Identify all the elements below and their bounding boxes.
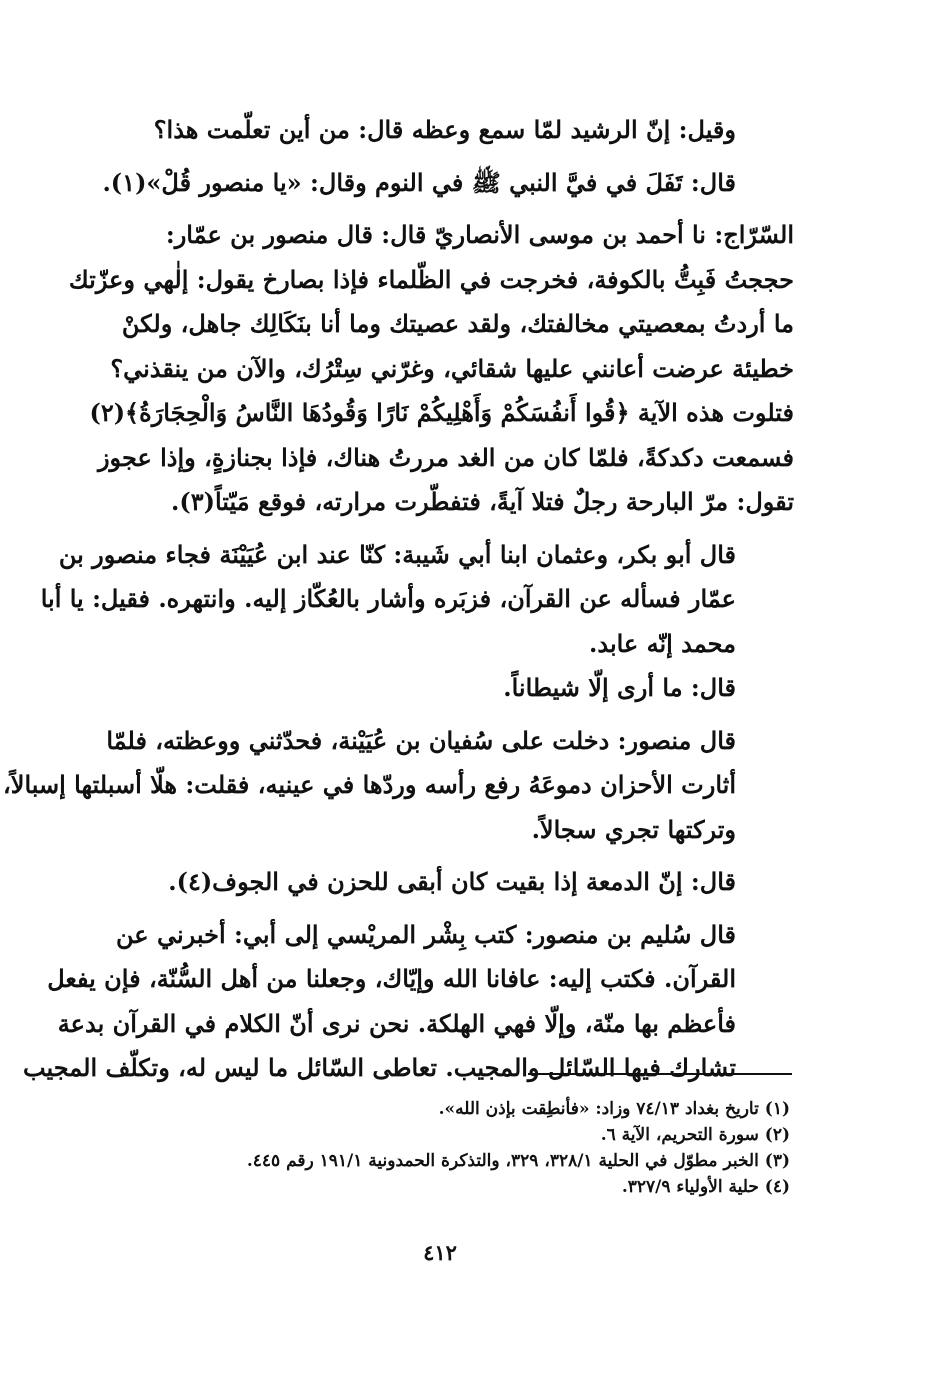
text-line: قال: إنّ الدمعة إذا بقيت كان أبقى للحزن في الجوف(٤). bbox=[168, 867, 736, 896]
text-line: حججتُ فَبِتُّ بالكوفة، فخرجت في الظّلماء فإذا بصارخ يقول: إلٰهي وعزّتك bbox=[68, 264, 794, 294]
text-line: وقيل: إنّ الرشيد لمّا سمع وعظه قال: من أين تعلّمت هذا؟ bbox=[153, 115, 736, 144]
paragraph-ibn-uyayna bbox=[40, 533, 794, 667]
footnotes bbox=[180, 1096, 792, 1200]
text-line: السّرّاج: نا أحمد بن موسى الأنصاريّ قال: قال منصور بن عمّار: bbox=[165, 220, 794, 249]
text-line: قال أبو بكر، وعثمان ابنا أبي شَيبة: كنّا عند ابن عُيَيْنَة فجاء منصور بن bbox=[58, 539, 736, 569]
text-line: قال منصور: دخلت على سُفيان بن عُيَيْنة، فحدّثني ووعظته، فلمّا bbox=[106, 725, 736, 755]
text-line: قال سُليم بن منصور: كتب بِشْر المريْسي إلى أبي: أخبرني عن bbox=[116, 919, 736, 949]
paragraph-tear-saying bbox=[104, 860, 794, 905]
footnote-3: (٣) الخبر مطوّل في الحلية ٣٢٨/١، ٣٢٩، والتذكرة الحمدونية ١٩١/١ رقم ٤٤٥. bbox=[246, 1151, 790, 1171]
text-line: محمد إنّه عابد. bbox=[588, 628, 736, 658]
footnote-2: (٢) سورة التحريم، الآية ٦. bbox=[600, 1125, 790, 1145]
text-line: ما أردتُ بمعصيتي مخالفتك، ولقد عصيتك وما أنا بنَكَالِك جاهل، ولكنْ bbox=[121, 309, 794, 338]
text-line: عمّار فسأله عن القرآن، فزبَره وأشار بالعُكّاز إليه. وانتهره. فقيل: يا أبا bbox=[40, 584, 736, 613]
footnote-1: (١) تاريخ بغداد ٧٤/١٣ وزاد: «فأنطِقت بإذن الله». bbox=[438, 1099, 790, 1119]
main-text bbox=[3, 108, 794, 1091]
page-number: ٤١٢ bbox=[423, 1240, 457, 1265]
footnote-separator bbox=[528, 1073, 792, 1075]
footnote-4: (٤) حلية الأولياء ٣٢٧/٩. bbox=[621, 1177, 790, 1197]
paragraph-rashid-question bbox=[104, 108, 794, 153]
quran-verse-line: فتلوت هذه الآية ﴿قُوا أَنفُسَكُمْ وَأَهْلِيكُمْ نَارًا وَقُودُهَا النَّاسُ وَالْحِجَارَةُ﴾(٢) bbox=[89, 398, 794, 427]
text-line: قال: تَفَلَ في فيَّ النبي ﷺ في النوم وقال: «يا منصور قُلْ»(١). bbox=[102, 167, 736, 197]
paragraph-prophet-dream bbox=[104, 161, 794, 206]
text-line: خطيئة عرضت أعانني عليها شقائي، وغرّني سِتْرُك، والآن من ينقذني؟ bbox=[110, 353, 794, 383]
text-line: قال: ما أرى إلّا شيطاناً. bbox=[503, 673, 736, 702]
paragraph-shaytan bbox=[104, 666, 794, 711]
text-line: تشارك فيها السّائل والمجيب. تعاطى السّائل ما ليس له، وتكلّف المجيب bbox=[22, 1053, 736, 1082]
text-line: تقول: مرّ البارحة رجلٌ فتلا آيةً، فتفطّرت مرارته، فوقع مَيّتاً(٣). bbox=[171, 487, 794, 516]
paragraph-kufa-story bbox=[68, 213, 794, 525]
text-line: أثارت الأحزان دموعَهُ رفع رأسه وردّها في عينيه، فقلت: هلّا أسبلتها إسبالاً، bbox=[3, 770, 736, 799]
text-line: فسمعت دكدكةً، فلمّا كان من الغد مررتُ هناك، فإذا بجنازةٍ، وإذا عجوز bbox=[97, 442, 794, 472]
text-line: القرآن. فكتب إليه: عافانا الله وإيّاك، وجعلنا من أهل السُّنّة، فإن يفعل bbox=[47, 964, 736, 993]
paragraph-bishr-letter bbox=[22, 913, 794, 1091]
text-line: وتركتها تجري سجالاً. bbox=[531, 814, 736, 844]
paragraph-sufyan-tears bbox=[3, 719, 794, 853]
text-line: فأعظم بها منّة، وإلّا فهي الهلكة. نحن نرى أنّ الكلام في القرآن بدعة bbox=[57, 1008, 736, 1038]
